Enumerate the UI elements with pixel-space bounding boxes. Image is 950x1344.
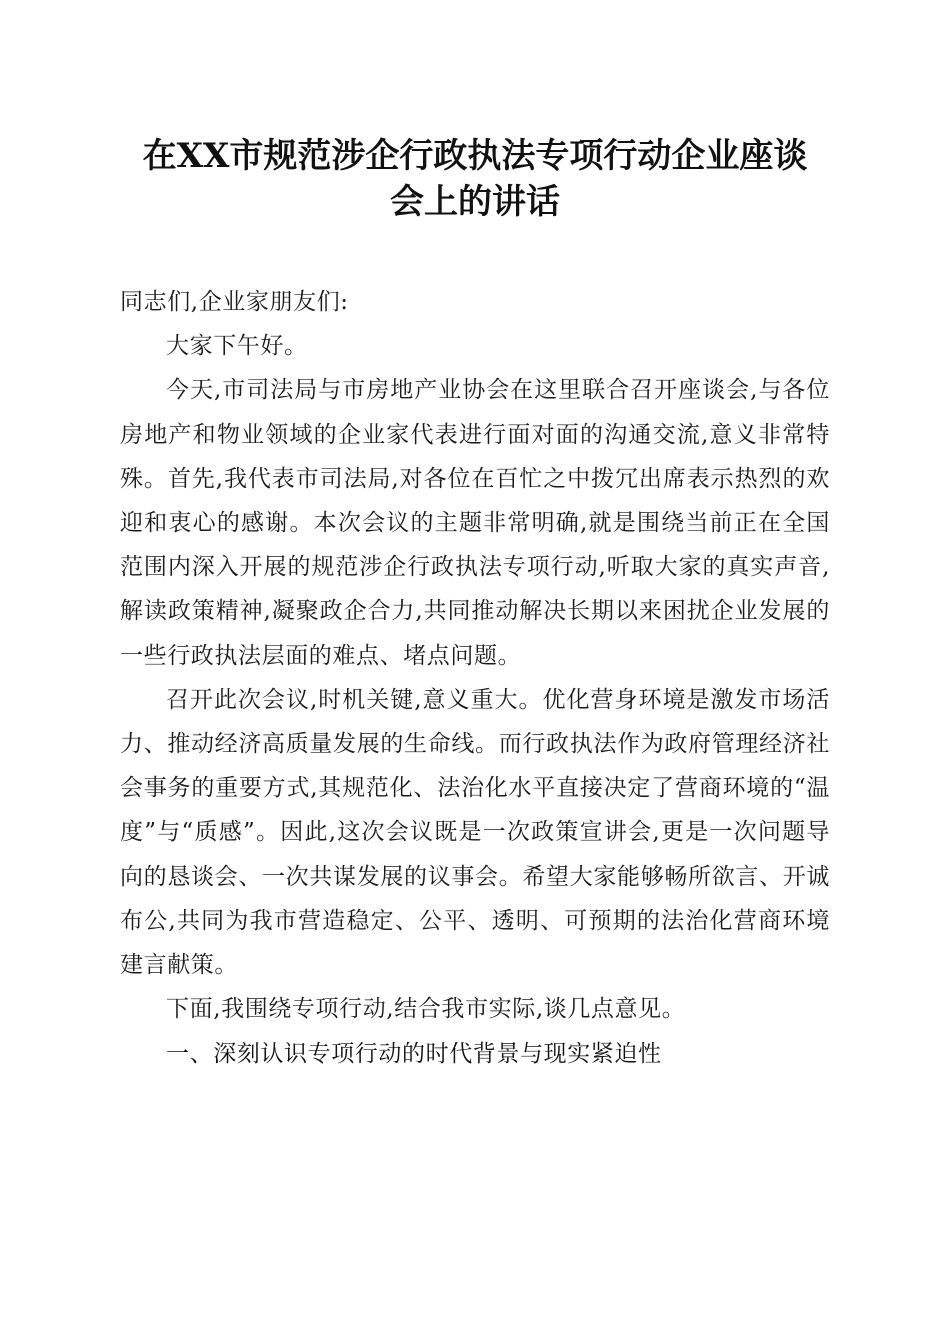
document-body: [120, 280, 830, 1077]
paragraph-greeting: 大家下午好。: [166, 333, 308, 360]
paragraph-introduction: 今天,市司法局与市房地产业协会在这里联合召开座谈会,与各位房地产和物业领域的企业家代表进行面对面的沟通交流,意义非常特殊。首先,我代表市司法局,对各位在百忙之中拨冗出席表示热烈的欢迎和衷心的感谢。本次会议的主题非常明确,就是围绕当前正在全国范围内深入开展的规范涉企行政执法专项行动,听取大家的真实声音,解读政策精神,凝聚政企合力,共同推动解决长期以来困扰企业发展的一些行政执法层面的难点、堵点问题。: [120, 377, 830, 669]
section-heading-1: 一、深刻认识专项行动的时代背景与现实紧迫性: [166, 1041, 662, 1068]
paragraph-significance: 召开此次会议,时机关键,意义重大。优化营身环境是激发市场活力、推动经济高质量发展的生命线。而行政执法作为政府管理经济社会事务的重要方式,其规范化、法治化水平直接决定了营商环境的“温度”与“质感”。因此,这次会议既是一次政策宣讲会,更是一次问题导向的恳谈会、一次共谋发展的议事会。希望大家能够畅所欲言、开诚布公,共同为我市营造稳定、公平、透明、可预期的法治化营商环境建言献策。: [120, 686, 830, 979]
title-line-1: 在XX市规范涉企行政执法专项行动企业座谈: [142, 136, 808, 176]
salutation: 同志们,企业家朋友们:: [120, 289, 349, 315]
document-title: [100, 133, 850, 225]
title-line-2: 会上的讲话: [390, 182, 560, 222]
paragraph-transition: 下面,我围绕专项行动,结合我市实际,谈几点意见。: [166, 996, 686, 1023]
